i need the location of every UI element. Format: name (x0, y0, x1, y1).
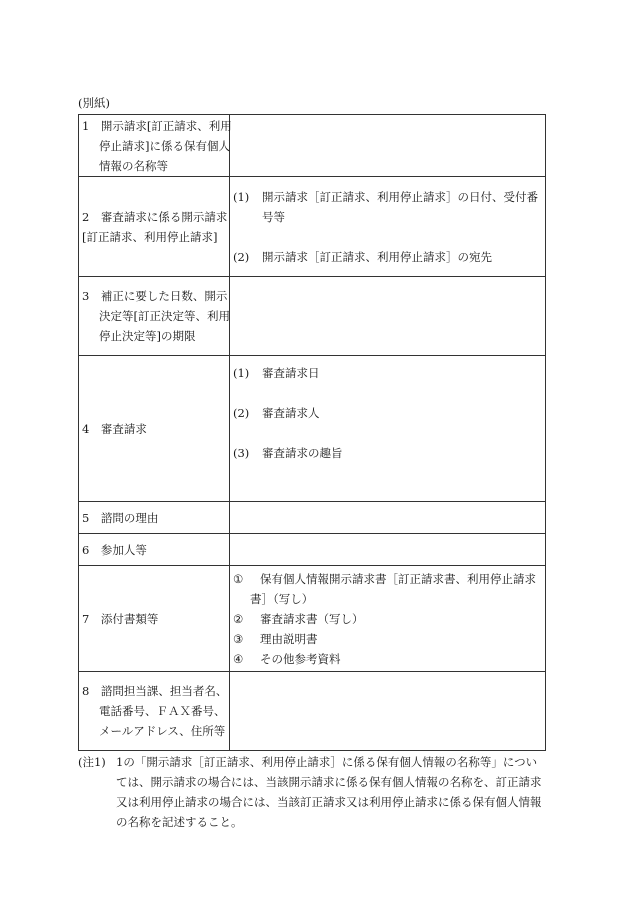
row-label-cell (79, 566, 230, 672)
item-text: 開示請求［訂正請求、利用停止請求］の宛先 (262, 249, 492, 264)
row-label-line: メールアドレス、住所等 (99, 724, 226, 738)
list-item (233, 649, 541, 669)
table-row (79, 534, 546, 566)
row-label-cell (79, 356, 230, 502)
list-item (233, 363, 541, 383)
list-item (233, 247, 541, 267)
item-number: ① (233, 571, 244, 586)
table-row (79, 672, 546, 751)
list-item (233, 403, 541, 423)
footnote-line: 又は利用停止請求の場合には、当該訂正請求又は利用停止請求に係る保有個人情報 (116, 795, 542, 809)
table-row (79, 566, 546, 672)
table-row (79, 115, 546, 177)
row-label-line: 停止決定等]の期限 (99, 329, 196, 343)
row-label-line: 情報の名称等 (99, 158, 168, 173)
table-row (79, 277, 546, 356)
footnote-line (78, 752, 548, 772)
row-value-cell (230, 534, 546, 566)
item-number: ④ (233, 651, 244, 666)
footnote-text: 1の「開示請求［訂正請求、利用停止請求］に係る保有個人情報の名称等」につい (116, 755, 538, 769)
list-item (233, 569, 541, 589)
item-text: 保有個人情報開示請求書［訂正請求書、利用停止請求 (260, 571, 536, 586)
row-label-line: 停止請求]に係る保有個人 (99, 138, 230, 153)
row-label-line: 2 審査請求に係る開示請求 (82, 209, 228, 224)
row-label-line: 1 開示請求[訂正請求、利用 (82, 118, 232, 133)
row-label-cell (79, 277, 230, 356)
attachment-label: (別紙) (78, 96, 110, 110)
footnote-mark: (注1) (78, 755, 106, 769)
list-item (233, 187, 541, 207)
item-text: 審査請求日 (262, 366, 320, 380)
list-item (233, 443, 541, 463)
row-value-cell (230, 566, 546, 672)
item-number: ③ (233, 631, 244, 646)
item-text: 審査請求書（写し） (260, 611, 364, 626)
item-number: ② (233, 611, 244, 626)
item-text: 開示請求［訂正請求、利用停止請求］の日付、受付番 (262, 189, 538, 204)
row-label-line: 6 参加人等 (82, 542, 147, 557)
table-row (79, 502, 546, 534)
item-number: (2) (233, 406, 250, 420)
footnote (78, 752, 548, 832)
row-label-cell (79, 502, 230, 534)
row-label-cell (79, 177, 230, 277)
table-row (79, 356, 546, 502)
item-number: (1) (233, 366, 250, 380)
row-label-line: 決定等[訂正決定等、利用 (99, 309, 230, 323)
item-text: 審査請求の趣旨 (262, 446, 343, 460)
row-label-line: 8 諮問担当課、担当者名、 (82, 684, 228, 698)
item-number: (2) (233, 249, 250, 264)
item-text: 理由説明書 (260, 631, 318, 646)
item-number: (1) (233, 189, 250, 204)
table-row (79, 177, 546, 277)
row-value-cell (230, 177, 546, 277)
row-label-cell (79, 672, 230, 751)
row-value-cell (230, 502, 546, 534)
item-text: その他参考資料 (260, 651, 341, 666)
item-text: 書］（写し） (250, 591, 314, 606)
row-label-cell (79, 534, 230, 566)
row-label-cell (79, 115, 230, 177)
row-value-cell (230, 672, 546, 751)
footnote-line: ては、開示請求の場合には、当該開示請求に係る保有個人情報の名称を、訂正請求 (116, 775, 542, 789)
row-label-line: 3 補正に要した日数、開示 (82, 289, 228, 303)
row-label-line: 5 諮問の理由 (82, 510, 159, 525)
row-label-line: 4 審査請求 (82, 421, 147, 436)
row-label-line: 7 添付書類等 (82, 611, 159, 626)
row-label-line: [訂正請求、利用停止請求] (82, 229, 218, 244)
row-value-cell (230, 277, 546, 356)
item-text: 号等 (262, 209, 285, 224)
list-item (233, 629, 541, 649)
consultation-form-table (78, 114, 546, 751)
row-label-line: 電話番号、ＦＡＸ番号、 (99, 704, 226, 718)
row-value-cell (230, 356, 546, 502)
list-item (233, 609, 541, 629)
footnote-line: の名称を記述すること。 (116, 815, 243, 829)
item-text: 審査請求人 (262, 406, 320, 420)
row-value-cell (230, 115, 546, 177)
item-number: (3) (233, 446, 250, 460)
